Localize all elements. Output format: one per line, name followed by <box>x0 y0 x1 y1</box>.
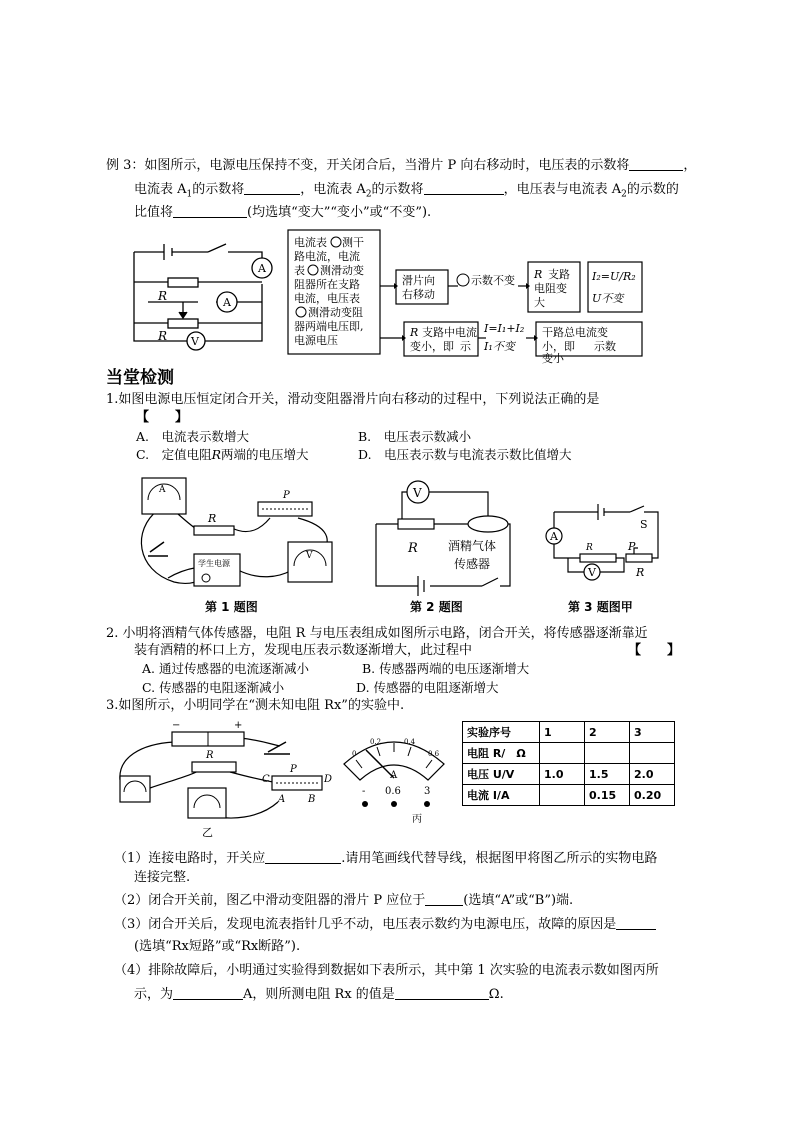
table-row <box>463 764 675 785</box>
ex3-line1 <box>106 157 696 175</box>
fig1-slider-label: P <box>283 490 290 501</box>
q3-yi-b-label: B <box>308 794 316 805</box>
q3-part2-a: （2）闭合开关前，图乙中滑动变阻器的滑片 P 应位于 <box>114 893 426 908</box>
ex3-line3-text: 比值将 <box>134 205 174 220</box>
table-cell: 0.20 <box>630 785 675 806</box>
flow-box5-b: U不变 <box>592 292 624 305</box>
q3-meter-term-minus: - <box>362 786 366 797</box>
ex3-a2-sub: 2 <box>365 189 372 200</box>
fig1-physical-circuit <box>128 470 344 596</box>
ex3-a2-text: 的示数将 <box>371 182 424 197</box>
flow-box3: 示数不变 <box>471 274 515 287</box>
flow-box6-r: R <box>410 326 419 339</box>
fig3-circuit <box>540 498 674 590</box>
table-row-label: 电流 I/A <box>463 785 540 806</box>
q1-option-d[interactable]: D. 电压表示数与电流表示数比值增大 <box>358 447 572 462</box>
fig3-r0-label: R <box>636 566 645 579</box>
fig2-circuit <box>372 476 514 594</box>
table-cell[interactable] <box>630 743 675 764</box>
q2-bracket: 【 】 <box>628 643 681 658</box>
q2-option-b[interactable]: B. 传感器两端的电压逐渐增大 <box>362 661 530 676</box>
flow-box4-l3: 大 <box>534 296 545 309</box>
q3-yi-c-label: C <box>262 774 270 785</box>
q2-option-d[interactable]: D. 传感器的电阻逐渐增大 <box>356 680 499 695</box>
q3-meter-tick-0: 0 <box>352 750 357 758</box>
flow-box4-r: R <box>534 268 543 281</box>
flow-box1-l3a: 表 <box>294 264 305 277</box>
ex3-blank-a2[interactable] <box>424 181 504 195</box>
ex3-ratio-sub: 2 <box>621 189 627 200</box>
q3-part3 <box>114 916 656 934</box>
table-row-label: 电压 U/V <box>463 764 540 785</box>
flow-box1-l6: 测滑动变阻 <box>308 306 363 319</box>
q3-yi-p-label: P <box>290 764 297 775</box>
q3-yi-minus-label: − <box>172 720 181 731</box>
q3-blank-fault[interactable] <box>616 916 656 930</box>
q3-blank-slider[interactable] <box>425 892 463 906</box>
q3-blank-current[interactable] <box>173 986 243 1000</box>
q3-part4-c: A，则所测电阻 Rx 的值是 <box>243 987 395 1002</box>
q1-option-c-text: C. 定值电阻 <box>136 447 212 462</box>
ex3-line3-end: (均选填“变大”“变小”或“不变”). <box>247 205 432 220</box>
q3-part4: （4）排除故障后，小明通过实验得到数据如下表所示，其中第 1 次实验的电流表示数如图丙所 <box>114 963 659 978</box>
q3-part4-b: 示，为 <box>134 987 174 1002</box>
flow-box1-l2: 路电流，电流 <box>294 250 360 263</box>
fig2-sensor-label1: 酒精气体 <box>448 539 497 553</box>
ex3-a1-sub: 1 <box>186 189 193 200</box>
q3-part3-a: （3）闭合开关后，发现电流表指针几乎不动，电压表示数约为电源电压，故障的原因是 <box>114 917 617 932</box>
table-cell: 1.0 <box>540 764 585 785</box>
flow-box2-l1: 滑片向 <box>402 274 435 287</box>
q1-option-c[interactable] <box>136 446 309 464</box>
table-cell: 2.0 <box>630 764 675 785</box>
fig3-rx-label: R <box>586 543 593 553</box>
q1-option-a[interactable]: A. 电流表示数增大 <box>136 429 250 444</box>
table-header-cell: 2 <box>585 722 630 743</box>
ex3-a2-meter-label: A <box>223 296 231 309</box>
flow-box1-l4: 阻器所在支路 <box>294 278 360 291</box>
table-header-cell: 实验序号 <box>463 722 540 743</box>
fig1-supply-label: 学生电源 <box>198 559 230 568</box>
q3-stem: 3.如图所示，小明同学在“测未知电阻 Rx”的实验中. <box>106 698 405 713</box>
ex3-blank-a1[interactable] <box>244 181 300 195</box>
ex3-line2 <box>134 181 679 204</box>
q3-yi-rx-label: R <box>206 750 214 761</box>
table-cell: 0.15 <box>585 785 630 806</box>
q1-option-c-r: R <box>211 447 222 462</box>
flow-box4-l2: 电阻变 <box>534 282 567 295</box>
q2-option-a[interactable]: A. 通过传感器的电流逐渐减小 <box>142 661 309 676</box>
flow-box7-b: I₁不变 <box>484 340 515 353</box>
q3-part1-c: 连接完整. <box>134 870 191 885</box>
ex3-r1-label: R <box>158 289 168 303</box>
q3-physical-circuit-yi <box>110 718 334 838</box>
ex3-blank-ratio[interactable] <box>173 204 247 218</box>
q3-fig-yi-label: 乙 <box>202 826 213 839</box>
q3-part1-a: （1）连接电路时，开关应 <box>114 851 266 866</box>
ex3-r2-label: R <box>158 329 168 343</box>
table-header-cell: 1 <box>540 722 585 743</box>
q3-part4-d: Ω. <box>488 987 504 1002</box>
q3-meter-tick-3: 0.6 <box>428 750 440 758</box>
flow-box8-l2a: 小，即 <box>542 340 575 353</box>
flow-box1-l1b: 测干 <box>342 236 364 249</box>
q3-yi-plus-label: + <box>234 720 243 731</box>
flow-box1-l5: 电流，电压表 <box>294 292 360 305</box>
q3-meter-tick-1: 0.2 <box>370 738 382 746</box>
ex3-ratio-label: ，电压表与电流表 A <box>503 182 622 197</box>
ex3-a1-label: 电流表 A <box>134 182 187 197</box>
fig2-voltmeter-label: V <box>413 486 422 500</box>
flow-box6-l2b: 示 <box>460 340 471 353</box>
fig3-voltmeter-label: V <box>588 566 596 579</box>
q2-line2: 装有酒精的杯口上方，发现电压表示数逐渐增大，此过程中 <box>134 643 473 658</box>
table-cell[interactable] <box>540 743 585 764</box>
q3-part3-b: (选填“Rx短路”或“Rx断路”). <box>134 939 301 954</box>
flow-box1-l7: 器两端电压即, <box>294 320 364 333</box>
fig3-switch-label: S <box>640 518 648 531</box>
q1-stem: 1.如图电源电压恒定闭合开关，滑动变阻器滑片向右移动的过程中，下列说法正确的是 <box>106 392 600 407</box>
q1-option-c-end: 两端的电压增大 <box>221 447 309 462</box>
flow-box8-l2b: 示数 <box>594 340 616 353</box>
q3-part2-b: (选填“A”或“B”)端. <box>463 893 574 908</box>
fig2-resistor-label: R <box>408 541 418 556</box>
ex3-a1-meter-label: A <box>258 262 266 275</box>
ex3-line3 <box>134 204 431 222</box>
fig1-resistor-label: R <box>208 512 217 525</box>
q3-part2 <box>114 892 573 910</box>
q3-part1-b: .请用笔画线代替导线，根据图甲将图乙所示的实物电路 <box>341 851 658 866</box>
fig2-caption: 第 2 题图 <box>410 600 463 614</box>
section-title: 当堂检测 <box>106 368 174 388</box>
q3-meter-term-06: 0.6 <box>385 786 401 797</box>
flow-box2-l2: 右移动 <box>402 288 435 301</box>
fig2-sensor-label2: 传感器 <box>454 557 491 571</box>
table-cell: 1.5 <box>585 764 630 785</box>
q2-line1: 2. 小明将酒精气体传感器，电阻 R 与电压表组成如图所示电路，闭合开关，将传感器逐渐靠近 <box>106 626 648 641</box>
flow-box5-formula: I₂=U/R₂ <box>592 270 636 283</box>
table-header-cell: 3 <box>630 722 675 743</box>
q2-option-c[interactable]: C. 传感器的电阻逐渐减小 <box>142 680 285 695</box>
table-cell[interactable] <box>540 785 585 806</box>
flow-box1-l1: 电流表 <box>294 236 327 249</box>
ex3-v-meter-label: V <box>191 335 199 348</box>
ex3-a1-text: 的示数将 <box>192 182 245 197</box>
ex3-line1-text: 例 3：如图所示，电源电压保持不变，开关闭合后，当滑片 P 向右移动时，电压表的示数将 <box>106 158 630 173</box>
q3-blank-switch[interactable] <box>265 850 341 864</box>
flow-box6-l1: 支路中电流 <box>422 326 477 339</box>
flow-box1-l3b: 测滑动变 <box>320 264 364 277</box>
table-row <box>463 785 675 806</box>
fig3-caption: 第 3 题图甲 <box>568 600 633 614</box>
ex3-ratio-text: 的示数的 <box>626 182 679 197</box>
q3-ammeter-bing <box>340 728 448 828</box>
flow-box7-a: I=I₁+I₂ <box>484 322 525 335</box>
flow-box4-l1: 支路 <box>548 268 570 281</box>
table-row <box>463 743 675 764</box>
ex3-circuit-diagram <box>128 240 278 358</box>
table-cell[interactable] <box>585 743 630 764</box>
ex3-blank-voltage[interactable] <box>629 157 683 171</box>
q3-blank-resistance[interactable] <box>395 986 489 1000</box>
q3-part4-line2 <box>134 986 504 1004</box>
ex3-a2-label: ，电流表 A <box>300 182 366 197</box>
fig3-ammeter-label: A <box>550 530 558 543</box>
ex3-flowchart <box>286 228 646 365</box>
q3-meter-tick-2: 0.4 <box>404 738 416 746</box>
q1-option-b[interactable]: B. 电压表示数减小 <box>358 429 472 444</box>
q3-yi-a-label: A <box>278 794 286 805</box>
flow-box6-l2: 变小，即 <box>410 340 454 353</box>
fig1-ammeter-label: A <box>159 485 166 495</box>
q3-fig-bing-label: 丙 <box>412 814 422 825</box>
q3-meter-term-3: 3 <box>424 786 431 797</box>
table-row-label: 电阻 R/ Ω <box>463 743 540 764</box>
q3-data-table <box>462 721 675 806</box>
fig1-caption: 第 1 题图 <box>205 600 258 614</box>
table-row <box>463 722 675 743</box>
q3-part1 <box>114 850 657 868</box>
q3-meter-unit: A <box>390 770 398 781</box>
flow-box8-l3: 变小 <box>542 352 564 365</box>
ex3-line1-end: ， <box>683 158 697 173</box>
flow-box8-l1: 干路总电流变 <box>542 326 608 339</box>
fig3-slider-label: P <box>628 540 636 553</box>
q1-bracket: 【 】 <box>136 410 189 425</box>
q3-yi-d-label: D <box>324 774 333 785</box>
fig1-voltmeter-label: V <box>306 551 313 561</box>
flow-box1-l8: 电源电压 <box>294 334 338 347</box>
